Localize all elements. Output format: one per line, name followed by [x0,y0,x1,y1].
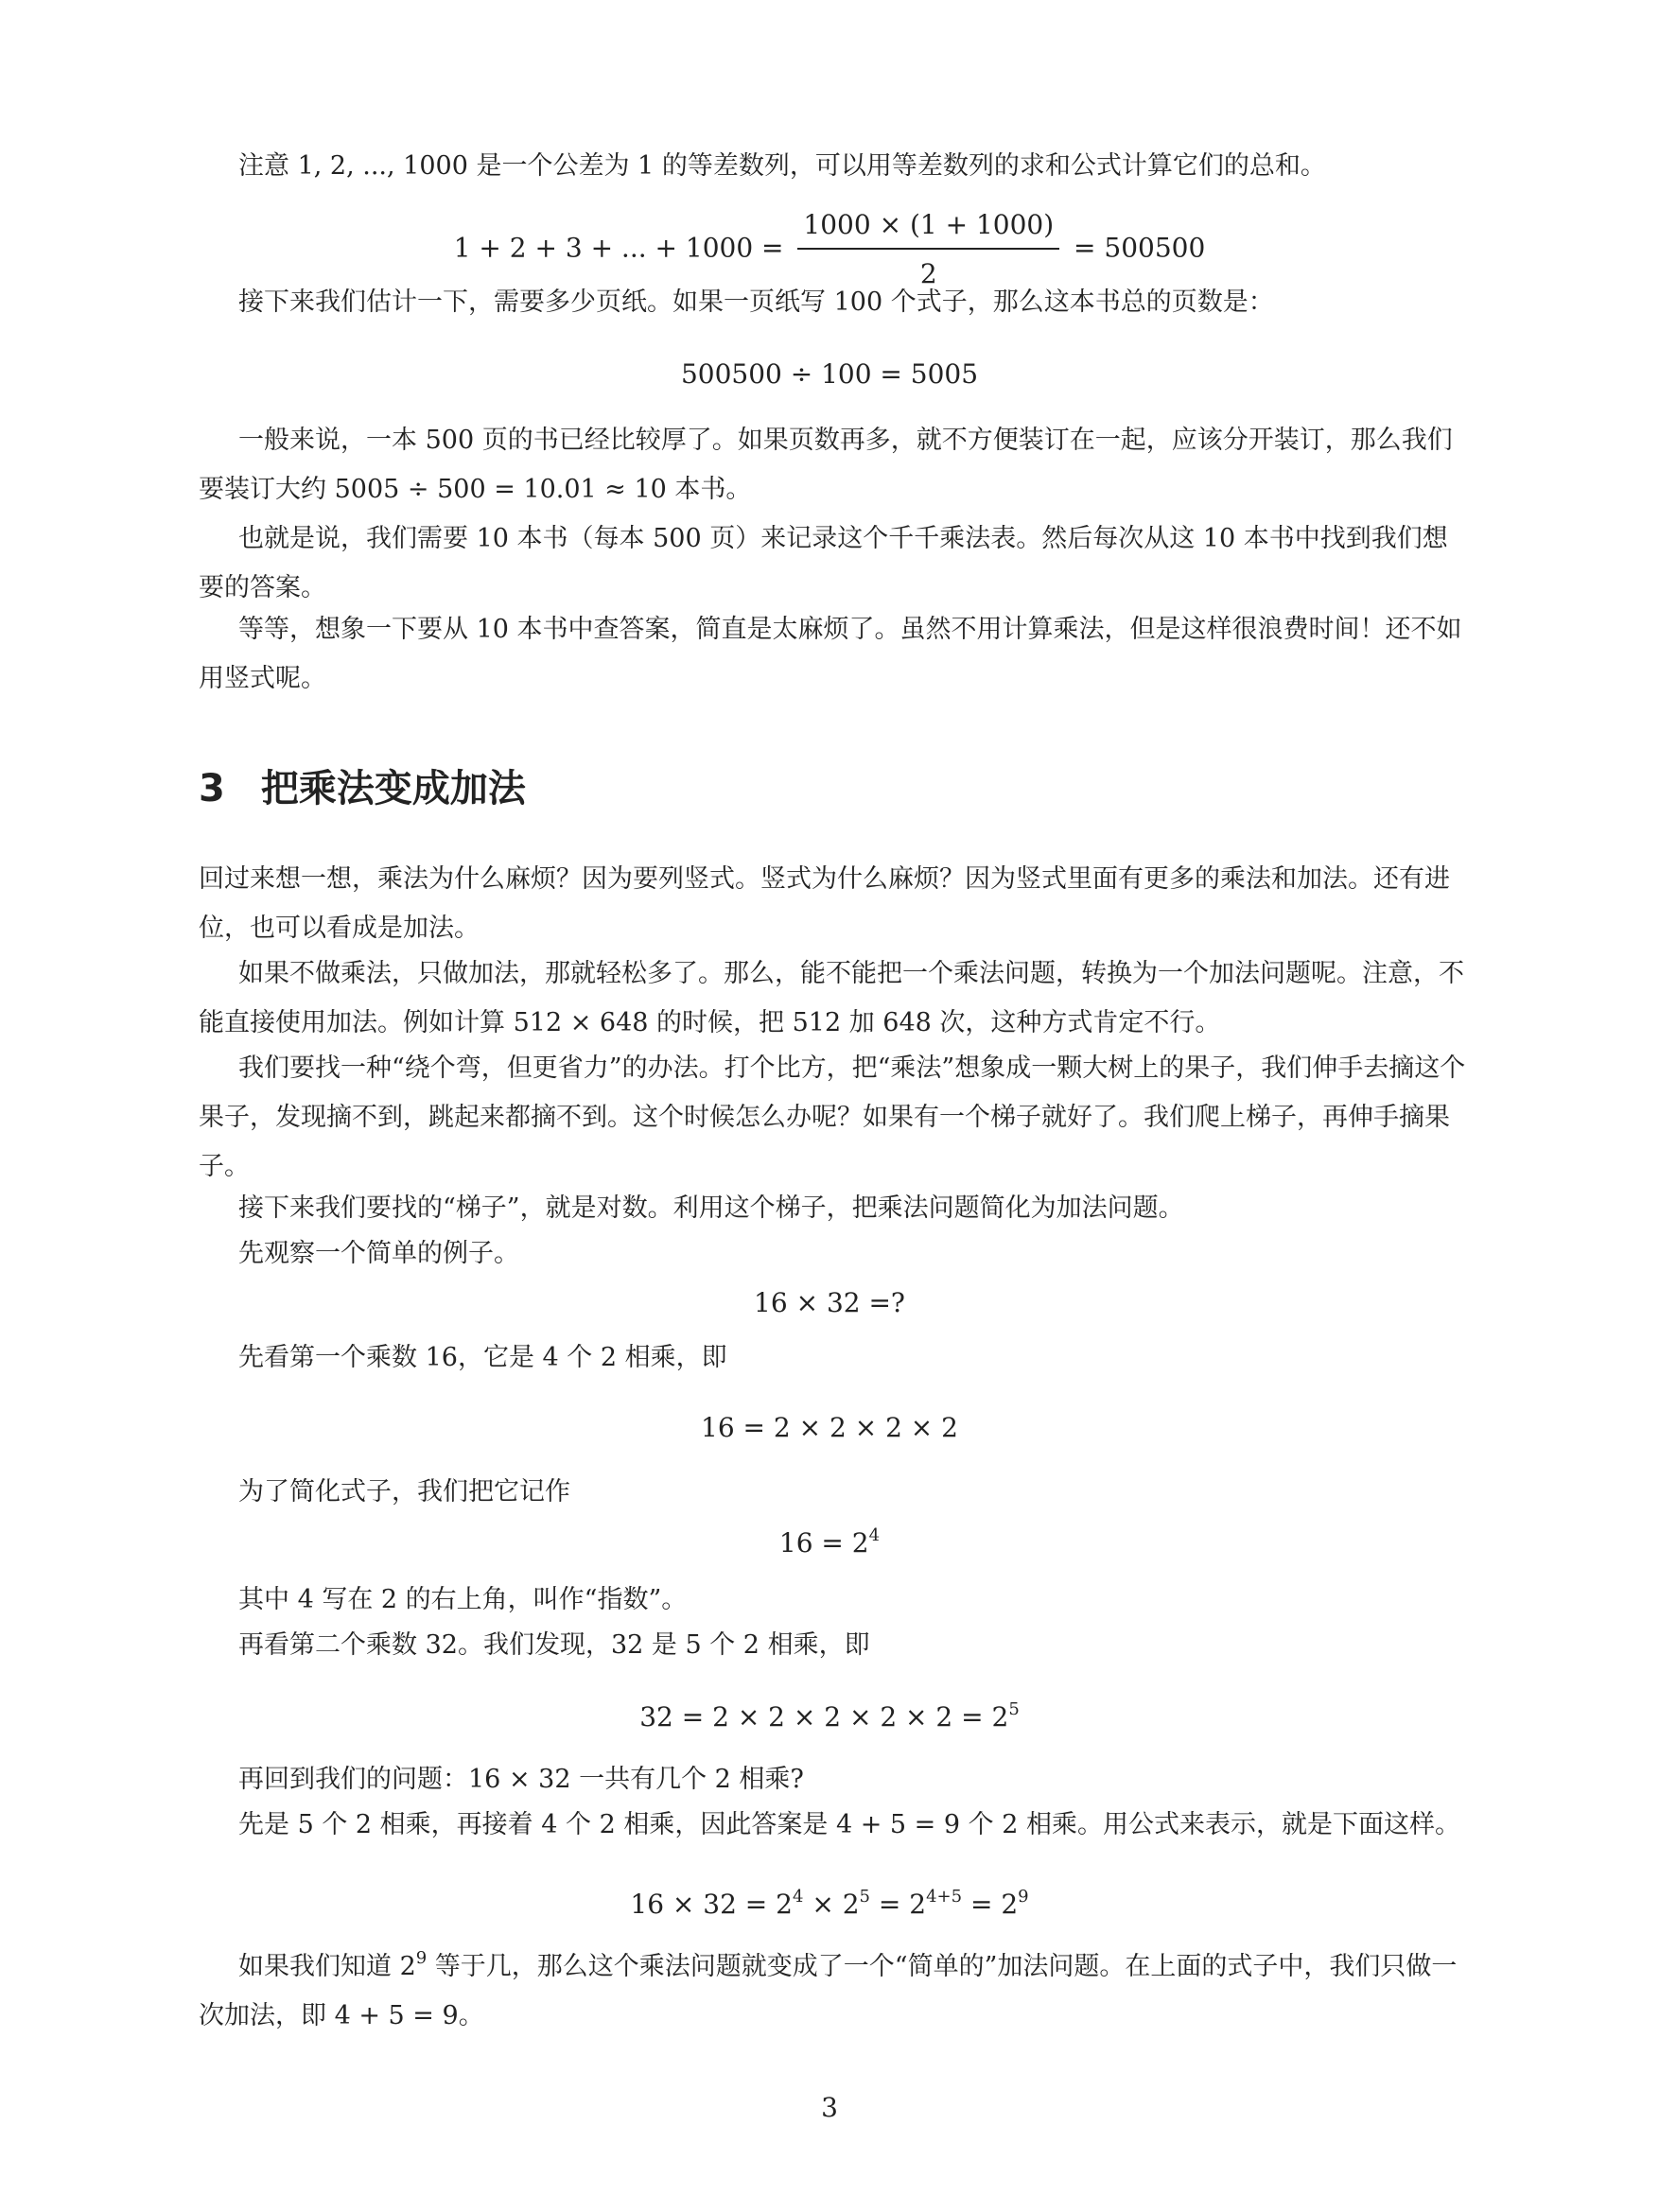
exponent: 5 [859,1887,870,1907]
equation-16-expanded: 16 = 2 × 2 × 2 × 2 [701,1412,958,1443]
paragraph-ladder: 我们要找一种“绕个弯，但更省力”的办法。打个比方，把“乘法”想象成一颗大树上的果子，我们伸手去摘这个果子，发现摘不到，跳起来都摘不到。这个时候怎么办呢？如果有一个梯子就好了。我们爬上梯子，再伸手摘果子。 [199,1054,1466,1181]
exponent: 4 [868,1525,881,1545]
equation-16-power [0,1524,1659,1562]
equation-power-sum [0,1886,1659,1924]
equation-32-expanded [0,1698,1659,1736]
paragraph-example: 先观察一个简单的例子。 [238,1239,519,1268]
fraction-numerator: 1000 × (1 + 1000) [797,206,1059,250]
paragraph-arithmetic-series: 注意 1, 2, ..., 1000 是一个公差为 1 的等差数列，可以用等差数列的求和公式计算它们的总和。 [238,151,1326,181]
page-number: 3 [821,2092,838,2123]
paragraph-logarithm: 接下来我们要找的“梯子”，就是对数。利用这个梯子，把乘法问题简化为加法问题。 [238,1193,1184,1223]
equation-part: = 2 [962,1889,1019,1920]
paragraph-conclusion [199,1942,1466,2041]
text-run: 等于几，那么这个乘法问题就变成了一个“简单的”加法问题。在上面的式子中，我们只做一次加法，即 4 + 5 = 9。 [199,1952,1458,2030]
exponent: 5 [1008,1699,1020,1719]
paragraph-second-factor: 再看第二个乘数 32。我们发现，32 是 5 个 2 相乘，即 [238,1630,870,1660]
equation-base: 16 = 2 [778,1527,869,1559]
exponent: 9 [1018,1887,1029,1907]
exponent: 9 [415,1948,428,1968]
paragraph-books: 也就是说，我们需要 10 本书（每本 500 页）来记录这个千千乘法表。然后每次从这 10 本书中找到我们想要的答案。 [199,524,1448,602]
paragraph-first-factor: 先看第一个乘数 16，它是 4 个 2 相乘，即 [238,1343,727,1372]
equation-part: = 2 [869,1889,927,1920]
equation-lhs: 1 + 2 + 3 + ... + 1000 = [453,232,784,264]
section-number: 3 [199,767,225,810]
equation-part: × 2 [803,1889,860,1920]
paragraph-answer: 先是 5 个 2 相乘，再接着 4 个 2 相乘，因此答案是 4 + 5 = 9 个 2 相乘。用公式来表示，就是下面这样。 [238,1810,1460,1839]
equation-pages: 500500 ÷ 100 = 5005 [680,358,979,390]
paragraph-review: 回过来想一想，乘法为什么麻烦？因为要列竖式。竖式为什么麻烦？因为竖式里面有更多的乘法和加法。还有进位，也可以看成是加法。 [199,864,1450,943]
exponent: 4 [793,1887,804,1907]
paragraph-back-to-problem: 再回到我们的问题：16 × 32 一共有几个 2 相乘? [238,1765,804,1794]
equation-16x32: 16 × 32 =? [754,1287,905,1318]
section-title: 把乘法变成加法 [260,767,526,810]
exponent: 4+5 [926,1887,963,1907]
paragraph-trouble: 等等，想象一下要从 10 本书中查答案，简直是太麻烦了。虽然不用计算乘法，但是这样很浪费时间！还不如用竖式呢。 [199,615,1462,693]
paragraph-no-multiplication: 如果不做乘法，只做加法，那就轻松多了。那么，能不能把一个乘法问题，转换为一个加法问题呢。注意，不能直接使用加法。例如计算 512 × 648 的时候，把 512 加 648 次，这种方式肯定不行。 [199,959,1464,1037]
paragraph-binding: 一般来说，一本 500 页的书已经比较厚了。如果页数再多，就不方便装订在一起，应该分开装订，那么我们要装订大约 5005 ÷ 500 = 10.01 ≈ 10 本书。 [199,426,1453,504]
equation-base: 32 = 2 × 2 × 2 × 2 × 2 = 2 [639,1701,1009,1733]
equation-rhs: = 500500 [1074,232,1206,264]
paragraph-simplify: 为了简化式子，我们把它记作 [238,1477,570,1507]
text-run: 如果我们知道 2 [238,1952,416,1981]
fraction-denominator: 2 [919,258,937,289]
paragraph-estimate: 接下来我们估计一下，需要多少页纸。如果一页纸写 100 个式子，那么这本书总的页数是： [238,287,1274,317]
paragraph-exponent: 其中 4 写在 2 的右上角，叫作“指数”。 [238,1585,688,1614]
equation-part: 16 × 32 = 2 [630,1889,793,1920]
section-heading [199,764,526,813]
